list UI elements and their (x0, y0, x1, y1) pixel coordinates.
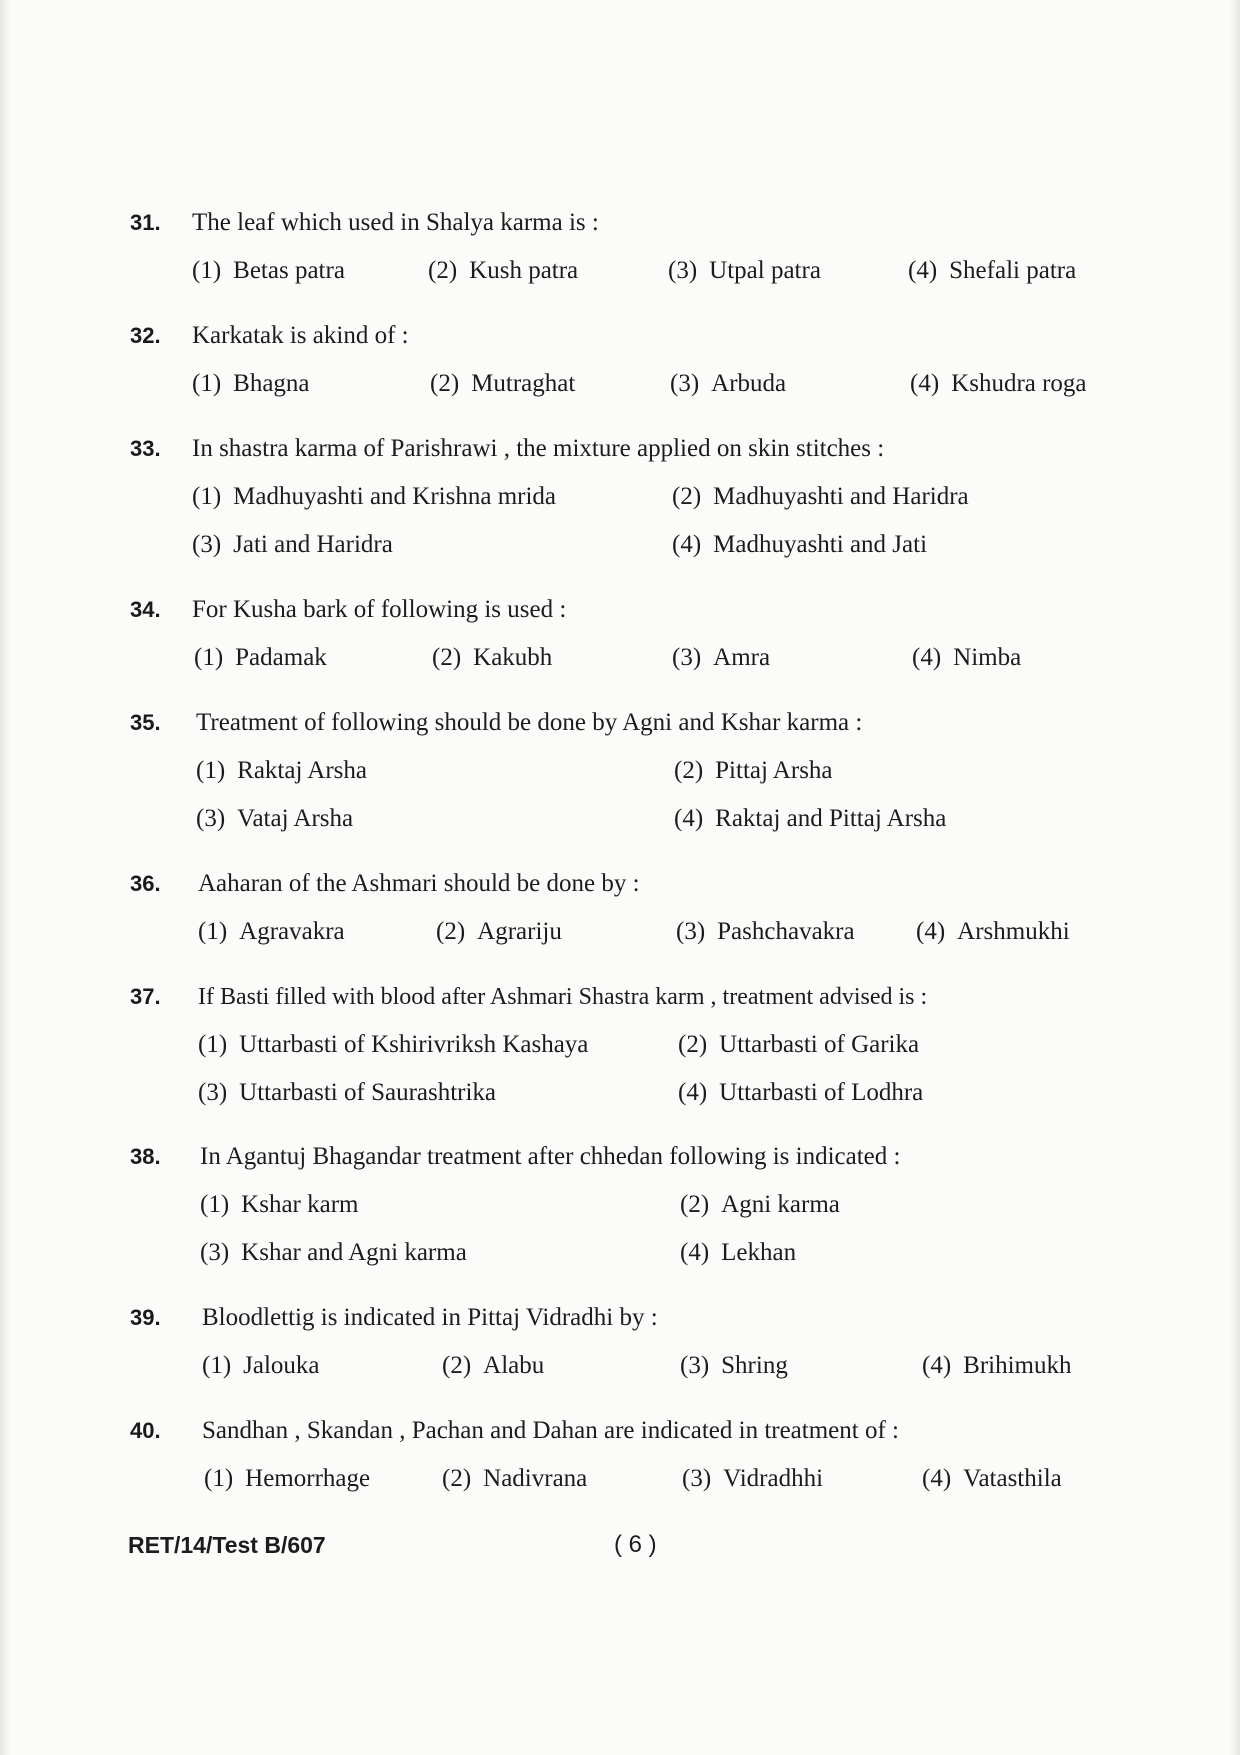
option-1 (196, 756, 367, 786)
option-text: Kshudra roga (951, 370, 1087, 397)
option-3 (682, 1464, 823, 1494)
option-number: (1) (192, 370, 222, 397)
option-number: (2) (436, 918, 466, 945)
question-number: 36. (130, 871, 161, 896)
option-text: Lekhan (721, 1239, 797, 1266)
question-number: 40. (130, 1418, 161, 1443)
option-3 (198, 1078, 496, 1108)
option-text: Utpal patra (709, 257, 821, 284)
option-text: Padamak (235, 644, 327, 671)
option-number: (2) (442, 1352, 472, 1379)
option-text: Pittaj Arsha (715, 757, 833, 784)
scan-edge-left (0, 0, 10, 1755)
option-text: Nadivrana (483, 1465, 588, 1492)
question-text: For Kusha bark of following is used : (192, 596, 567, 623)
option-text: Kakubh (473, 644, 553, 671)
option-text: Hemorrhage (245, 1465, 371, 1492)
option-text: Vatasthila (963, 1465, 1062, 1492)
option-number: (3) (676, 918, 706, 945)
option-number: (3) (192, 531, 222, 558)
option-text: Uttarbasti of Kshirivriksh Kashaya (239, 1031, 589, 1058)
option-3 (672, 643, 770, 673)
option-number: (2) (672, 483, 702, 510)
option-text: Uttarbasti of Garika (719, 1031, 920, 1058)
option-text: Amra (713, 644, 771, 671)
option-text: Agni karma (721, 1191, 840, 1218)
option-number: (3) (196, 805, 226, 832)
option-2 (442, 1351, 544, 1381)
option-number: (1) (198, 1031, 228, 1058)
option-text: Nimba (953, 644, 1022, 671)
option-3 (670, 369, 786, 399)
option-2 (680, 1190, 840, 1220)
option-4 (680, 1238, 796, 1268)
option-text: Arshmukhi (957, 918, 1070, 945)
question-text: Bloodlettig is indicated in Pittaj Vidradhi by : (202, 1304, 658, 1331)
option-number: (4) (674, 805, 704, 832)
question-text: Sandhan , Skandan , Pachan and Dahan are indicated in treatment of : (202, 1417, 899, 1444)
option-4 (674, 804, 946, 834)
option-number: (3) (198, 1079, 228, 1106)
option-4 (922, 1464, 1062, 1494)
option-2 (430, 369, 575, 399)
option-text: Pashchavakra (717, 918, 855, 945)
question-number: 37. (130, 984, 161, 1009)
option-number: (1) (192, 483, 222, 510)
option-text: Vidradhhi (723, 1465, 824, 1492)
option-number: (2) (430, 370, 460, 397)
option-text: Kshar karm (241, 1191, 359, 1218)
option-text: Agrariju (477, 918, 562, 945)
option-text: Jati and Haridra (233, 531, 393, 558)
question-text: If Basti filled with blood after Ashmari Shastra karm , treatment advised is : (198, 984, 928, 1010)
option-number: (3) (670, 370, 700, 397)
option-text: Madhuyashti and Krishna mrida (233, 483, 557, 510)
option-3 (192, 530, 393, 560)
question-number: 38. (130, 1144, 161, 1169)
option-4 (912, 643, 1021, 673)
option-text: Madhuyashti and Haridra (713, 483, 969, 510)
option-1 (200, 1190, 358, 1220)
question-text: In shastra karma of Parishrawi , the mixture applied on skin stitches : (192, 435, 885, 462)
option-text: Jalouka (243, 1352, 320, 1379)
option-3 (200, 1238, 467, 1268)
option-3 (680, 1351, 788, 1381)
option-text: Uttarbasti of Lodhra (719, 1079, 924, 1106)
option-1 (198, 1030, 588, 1060)
option-1 (204, 1464, 370, 1494)
question-text: Karkatak is akind of : (192, 322, 409, 349)
option-text: Brihimukh (963, 1352, 1072, 1379)
option-number: (3) (682, 1465, 712, 1492)
option-text: Alabu (483, 1352, 545, 1379)
option-text: Shefali patra (949, 257, 1077, 284)
option-number: (1) (200, 1191, 230, 1218)
option-number: (1) (202, 1352, 232, 1379)
option-text: Shring (721, 1352, 788, 1379)
option-number: (3) (200, 1239, 230, 1266)
question-number: 32. (130, 323, 161, 348)
option-text: Kshar and Agni karma (241, 1239, 467, 1266)
option-number: (3) (672, 644, 702, 671)
option-number: (2) (432, 644, 462, 671)
option-number: (4) (912, 644, 942, 671)
question-text: Treatment of following should be done by Agni and Kshar karma : (196, 709, 863, 736)
option-4 (922, 1351, 1072, 1381)
option-2 (672, 482, 969, 512)
question-number: 31. (130, 210, 161, 235)
option-number: (1) (192, 257, 222, 284)
option-1 (198, 917, 345, 947)
option-number: (4) (680, 1239, 710, 1266)
option-3 (668, 256, 821, 286)
option-4 (672, 530, 927, 560)
option-2 (428, 256, 578, 286)
option-text: Vataj Arsha (237, 805, 354, 832)
option-4 (908, 256, 1076, 286)
option-4 (678, 1078, 923, 1108)
question-text: Aaharan of the Ashmari should be done by : (198, 870, 640, 897)
option-text: Mutraghat (471, 370, 576, 397)
option-number: (1) (196, 757, 226, 784)
option-1 (192, 256, 345, 286)
option-1 (192, 482, 556, 512)
option-1 (194, 643, 327, 673)
option-text: Arbuda (711, 370, 787, 397)
option-number: (4) (672, 531, 702, 558)
option-2 (442, 1464, 587, 1494)
option-2 (436, 917, 562, 947)
option-3 (676, 917, 855, 947)
option-text: Uttarbasti of Saurashtrika (239, 1079, 497, 1106)
option-number: (4) (910, 370, 940, 397)
question-number: 33. (130, 436, 161, 461)
page-number: ( 6 ) (614, 1531, 657, 1558)
option-number: (3) (668, 257, 698, 284)
question-text: The leaf which used in Shalya karma is : (192, 209, 599, 236)
option-number: (3) (680, 1352, 710, 1379)
option-number: (2) (428, 257, 458, 284)
option-1 (202, 1351, 320, 1381)
option-4 (910, 369, 1087, 399)
option-4 (916, 917, 1070, 947)
scan-edge-right (1230, 0, 1240, 1755)
option-number: (1) (198, 918, 228, 945)
question-number: 35. (130, 710, 161, 735)
test-code: RET/14/Test B/607 (128, 1532, 326, 1558)
option-1 (192, 369, 310, 399)
option-number: (1) (194, 644, 224, 671)
option-text: Raktaj and Pittaj Arsha (715, 805, 947, 832)
question-number: 34. (130, 597, 161, 622)
option-text: Madhuyashti and Jati (713, 531, 928, 558)
question-number: 39. (130, 1305, 161, 1330)
question-text: In Agantuj Bhagandar treatment after chhedan following is indicated : (200, 1143, 901, 1170)
option-text: Kush patra (469, 257, 579, 284)
option-text: Bhagna (233, 370, 310, 397)
option-number: (4) (916, 918, 946, 945)
option-number: (4) (908, 257, 938, 284)
option-number: (2) (674, 757, 704, 784)
option-text: Betas patra (233, 257, 345, 284)
option-2 (678, 1030, 919, 1060)
option-3 (196, 804, 353, 834)
option-number: (2) (680, 1191, 710, 1218)
option-text: Agravakra (239, 918, 345, 945)
option-number: (2) (678, 1031, 708, 1058)
option-number: (4) (922, 1352, 952, 1379)
option-number: (2) (442, 1465, 472, 1492)
option-2 (432, 643, 552, 673)
option-text: Raktaj Arsha (237, 757, 367, 784)
option-number: (4) (922, 1465, 952, 1492)
option-number: (4) (678, 1079, 708, 1106)
option-number: (1) (204, 1465, 234, 1492)
option-2 (674, 756, 833, 786)
